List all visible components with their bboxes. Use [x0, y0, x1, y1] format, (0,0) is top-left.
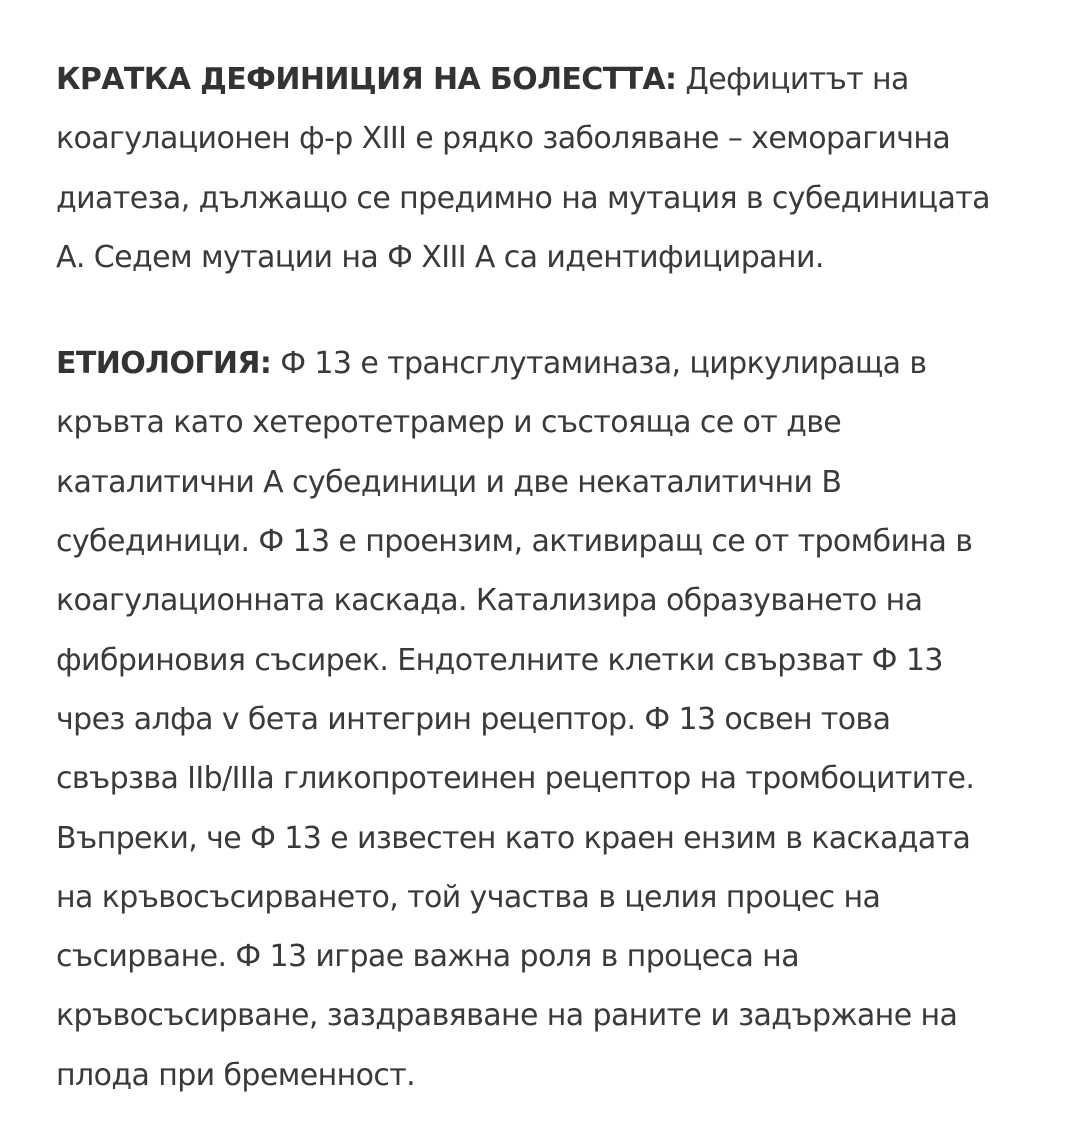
text-line [56, 50, 1046, 109]
text-line: плода при бременност. [56, 1057, 416, 1093]
article-body [56, 50, 1046, 1105]
etiology-text: Ф 13 е трансглутаминаза, циркулираща в [271, 346, 927, 382]
text-line: А. Седем мутации на Ф XIII А са идентифицирани. [56, 239, 824, 275]
text-line: коагулационен ф-р XIII е рядко заболяване – хеморагична [56, 121, 951, 157]
etiology-heading: ЕТИОЛОГИЯ: [56, 346, 272, 382]
text-line: на кръвосъсирването, той участва в целия процес на [56, 879, 881, 915]
text-line: Въпреки, че Ф 13 е известен като краен ензим в каскадата [56, 820, 971, 856]
definition-heading: КРАТКА ДЕФИНИЦИЯ НА БОЛЕСТТА: [56, 62, 677, 97]
text-line: субединици. Ф 13 е проензим, активиращ се от тромбина в [56, 524, 973, 560]
definition-paragraph [56, 50, 1046, 287]
text-line: кръвта като хетеротетрамер и състояща се от две [56, 405, 842, 441]
etiology-paragraph [56, 334, 1046, 1105]
definition-text: Дефицитът на [676, 62, 909, 97]
text-line: свързва IIb/IIIa гликопротеинен рецептор на тромбоцитите. [56, 761, 975, 797]
text-line: фибриновия съсирек. Ендотелните клетки свързват Ф 13 [56, 642, 943, 678]
text-line: каталитични А субединици и две некаталитични В [56, 464, 842, 500]
text-line: чрез алфа v бета интегрин рецептор. Ф 13 освен това [56, 701, 891, 737]
text-line: съсирване. Ф 13 играе важна роля в процеса на [56, 939, 799, 975]
text-line: коагулационната каскада. Катализира образуването на [56, 583, 923, 619]
text-line: кръвосъсирване, заздравяване на раните и задържане на [56, 998, 958, 1034]
text-line: диатеза, дължащо се предимно на мутация в субединицата [56, 180, 990, 216]
text-line [56, 334, 1046, 393]
